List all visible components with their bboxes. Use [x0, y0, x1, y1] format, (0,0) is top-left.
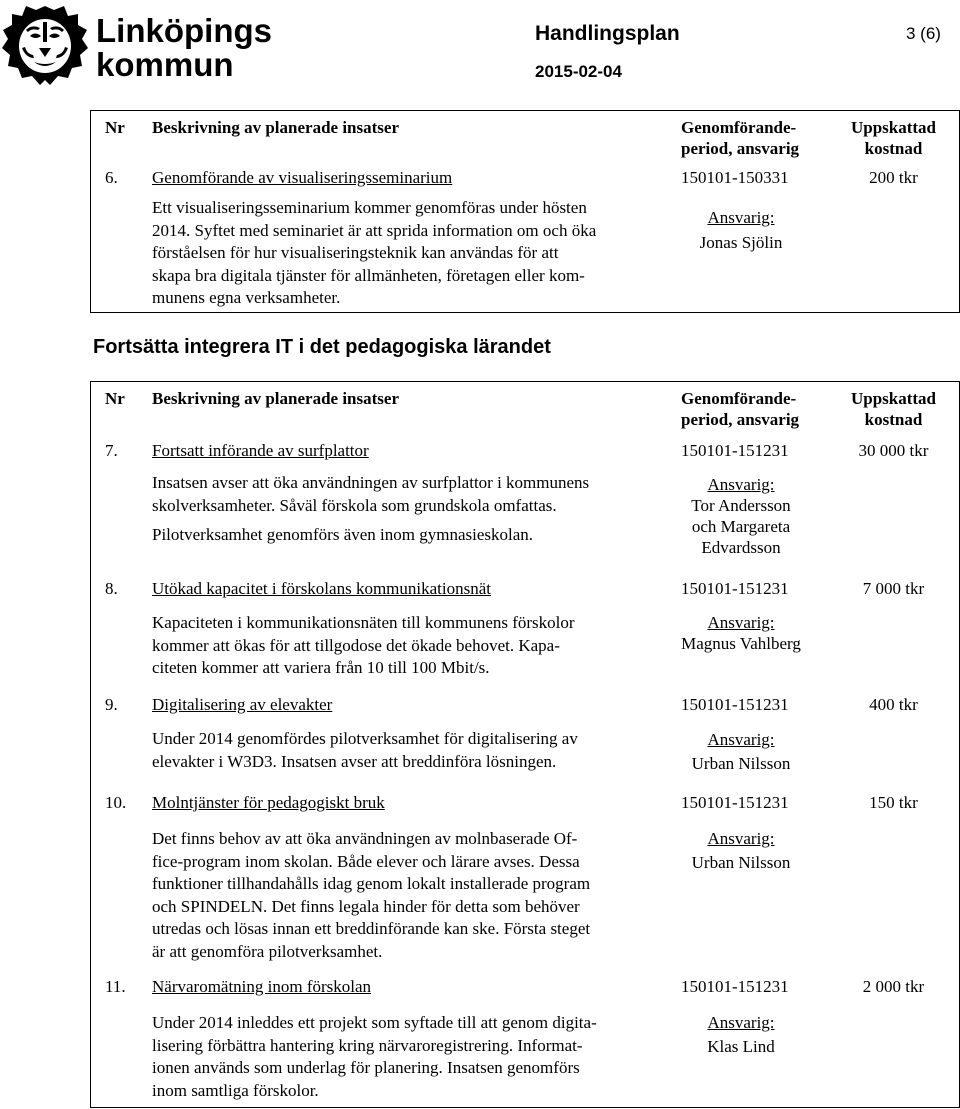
description-line: funktioner tillhandahålls idag genom lokalt installerade program: [152, 874, 591, 893]
lion-logo-icon: [0, 0, 90, 90]
item-cost: 150 tkr: [869, 793, 918, 812]
document-type: Handlingsplan: [535, 22, 680, 45]
column-header-nr: Nr: [105, 118, 125, 137]
item-title: Närvaromätning inom förskolan: [152, 977, 372, 996]
column-header-period-line2: period, ansvarig: [681, 410, 800, 429]
responsible-label: Ansvarig:: [707, 1013, 775, 1032]
item-period: 150101-151231: [681, 695, 789, 714]
description-line: utredas och lösas innan ett breddinförande kan ske. Första steget: [152, 919, 591, 938]
responsible-name: Magnus Vahlberg: [681, 634, 801, 653]
column-header-cost-line2: kostnad: [864, 410, 923, 429]
item-period: 150101-151231: [681, 579, 789, 598]
description-line: Kapaciteten i kommunikationsnäten till kommunens förskolor: [152, 613, 575, 632]
item-nr: 7.: [105, 441, 118, 460]
item-responsible: [681, 1012, 801, 1057]
description-line: Under 2014 genomfördes pilotverksamhet för digitalisering av: [152, 729, 578, 748]
item-responsible: [681, 729, 801, 774]
item-cost: 2 000 tkr: [862, 977, 925, 996]
column-header-period-line1: Genomförande-: [681, 389, 797, 408]
item-cost: 7 000 tkr: [862, 579, 925, 598]
description-line: lisering förbättra hantering kring närvaroregistrering. Informat-: [152, 1035, 583, 1055]
item-responsible: [681, 612, 801, 654]
action-table-2: [90, 381, 960, 1108]
description-line: Insatsen avser att öka användningen av surfplattor i kommunens: [152, 473, 590, 492]
item-nr: 11.: [105, 977, 126, 996]
description-line: skapa bra digitala tjänster för allmänheten, företagen eller kom-: [152, 265, 585, 285]
item-period: 150101-150331: [681, 168, 789, 187]
item-description: [152, 197, 662, 310]
description-line: Ett visualiseringsseminarium kommer genomföras under hösten: [152, 198, 587, 217]
responsible-name: Urban Nilsson: [691, 754, 791, 773]
item-title: Molntjänster för pedagogiskt bruk: [152, 793, 385, 812]
item-title: Fortsatt införande av surfplattor: [152, 441, 369, 460]
description-line: citeten kommer att variera från 10 till 100 Mbit/s.: [152, 658, 490, 677]
description-line: skolverksamheter. Såväl förskola som grundskola omfattas.: [152, 495, 557, 515]
item-nr: 6.: [105, 168, 118, 187]
item-nr: 9.: [105, 695, 118, 714]
item-description: [152, 612, 662, 680]
item-nr: 8.: [105, 579, 118, 598]
responsible-label: Ansvarig:: [707, 613, 775, 632]
item-cost: 200 tkr: [869, 168, 918, 187]
responsible-name: Klas Lind: [707, 1037, 775, 1056]
organization-name-line1: Linköpings: [96, 12, 272, 49]
item-responsible: [681, 207, 801, 253]
document-date: 2015-02-04: [535, 62, 622, 81]
column-header-description: Beskrivning av planerade insatser: [152, 118, 399, 137]
responsible-label: Ansvarig:: [707, 829, 775, 848]
responsible-name: och Margareta: [691, 517, 791, 536]
item-cost: 30 000 tkr: [858, 441, 929, 460]
description-line: kommer att ökas för att tillgodose det ökade behovet. Kapa-: [152, 635, 560, 655]
item-period: 150101-151231: [681, 977, 789, 996]
column-header-cost-line2: kostnad: [864, 139, 923, 158]
section-heading: Fortsätta integrera IT i det pedagogiska lärandet: [93, 336, 551, 358]
description-line: elevakter i W3D3. Insatsen avser att breddinföra lösningen.: [152, 751, 557, 771]
description-line: Det finns behov av att öka användningen av molnbaserade Of-: [152, 829, 578, 848]
column-header-description: Beskrivning av planerade insatser: [152, 389, 399, 408]
column-header-period-line1: Genomförande-: [681, 118, 797, 137]
item-description: [152, 472, 662, 547]
description-line: inom samtliga förskolor.: [152, 1080, 319, 1100]
item-title: Digitalisering av elevakter: [152, 695, 333, 714]
responsible-name: Tor Andersson: [691, 496, 791, 515]
page-number: 3 (6): [906, 24, 941, 43]
item-responsible: [681, 474, 801, 558]
responsible-name: Jonas Sjölin: [699, 233, 783, 252]
action-table-1: [90, 110, 960, 313]
organization-name: [96, 14, 272, 82]
item-cost: 400 tkr: [869, 695, 918, 714]
item-period: 150101-151231: [681, 793, 789, 812]
description-line: fice-program inom skolan. Både elever och lärare avses. Dessa: [152, 851, 580, 871]
column-header-period-line2: period, ansvarig: [681, 139, 800, 158]
column-header-cost-line1: Uppskattad: [850, 118, 937, 137]
item-description: [152, 728, 662, 773]
description-line: förståelsen för hur visualiseringsteknik kan användas för att: [152, 243, 559, 262]
description-line: är att genomföra pilotverksamhet.: [152, 941, 383, 961]
item-period: 150101-151231: [681, 441, 789, 460]
responsible-label: Ansvarig:: [707, 730, 775, 749]
description-line: munens egna verksamheter.: [152, 288, 341, 307]
description-line: Pilotverksamhet genomförs även inom gymnasieskolan.: [152, 525, 534, 544]
description-line: Under 2014 inleddes ett projekt som syftade till att genom digita-: [152, 1013, 597, 1032]
responsible-label: Ansvarig:: [707, 475, 775, 494]
item-responsible: [681, 828, 801, 873]
item-title: Utökad kapacitet i förskolans kommunikationsnät: [152, 579, 491, 598]
responsible-label: Ansvarig:: [707, 208, 775, 227]
item-description: [152, 1012, 662, 1102]
description-line: ionen används som underlag för planering. Insatsen genomförs: [152, 1058, 580, 1077]
responsible-name: Urban Nilsson: [691, 853, 791, 872]
description-line: och SPINDELN. Det finns legala hinder för detta som behöver: [152, 896, 580, 916]
item-nr: 10.: [105, 793, 127, 812]
responsible-name: Edvardsson: [701, 538, 781, 557]
description-line: 2014. Syftet med seminariet är att sprida information om och öka: [152, 220, 597, 240]
item-title: Genomförande av visualiseringsseminarium: [152, 168, 453, 187]
column-header-nr: Nr: [105, 389, 125, 408]
organization-name-line2: kommun: [96, 46, 234, 83]
item-description: [152, 828, 662, 963]
column-header-cost-line1: Uppskattad: [850, 389, 937, 408]
